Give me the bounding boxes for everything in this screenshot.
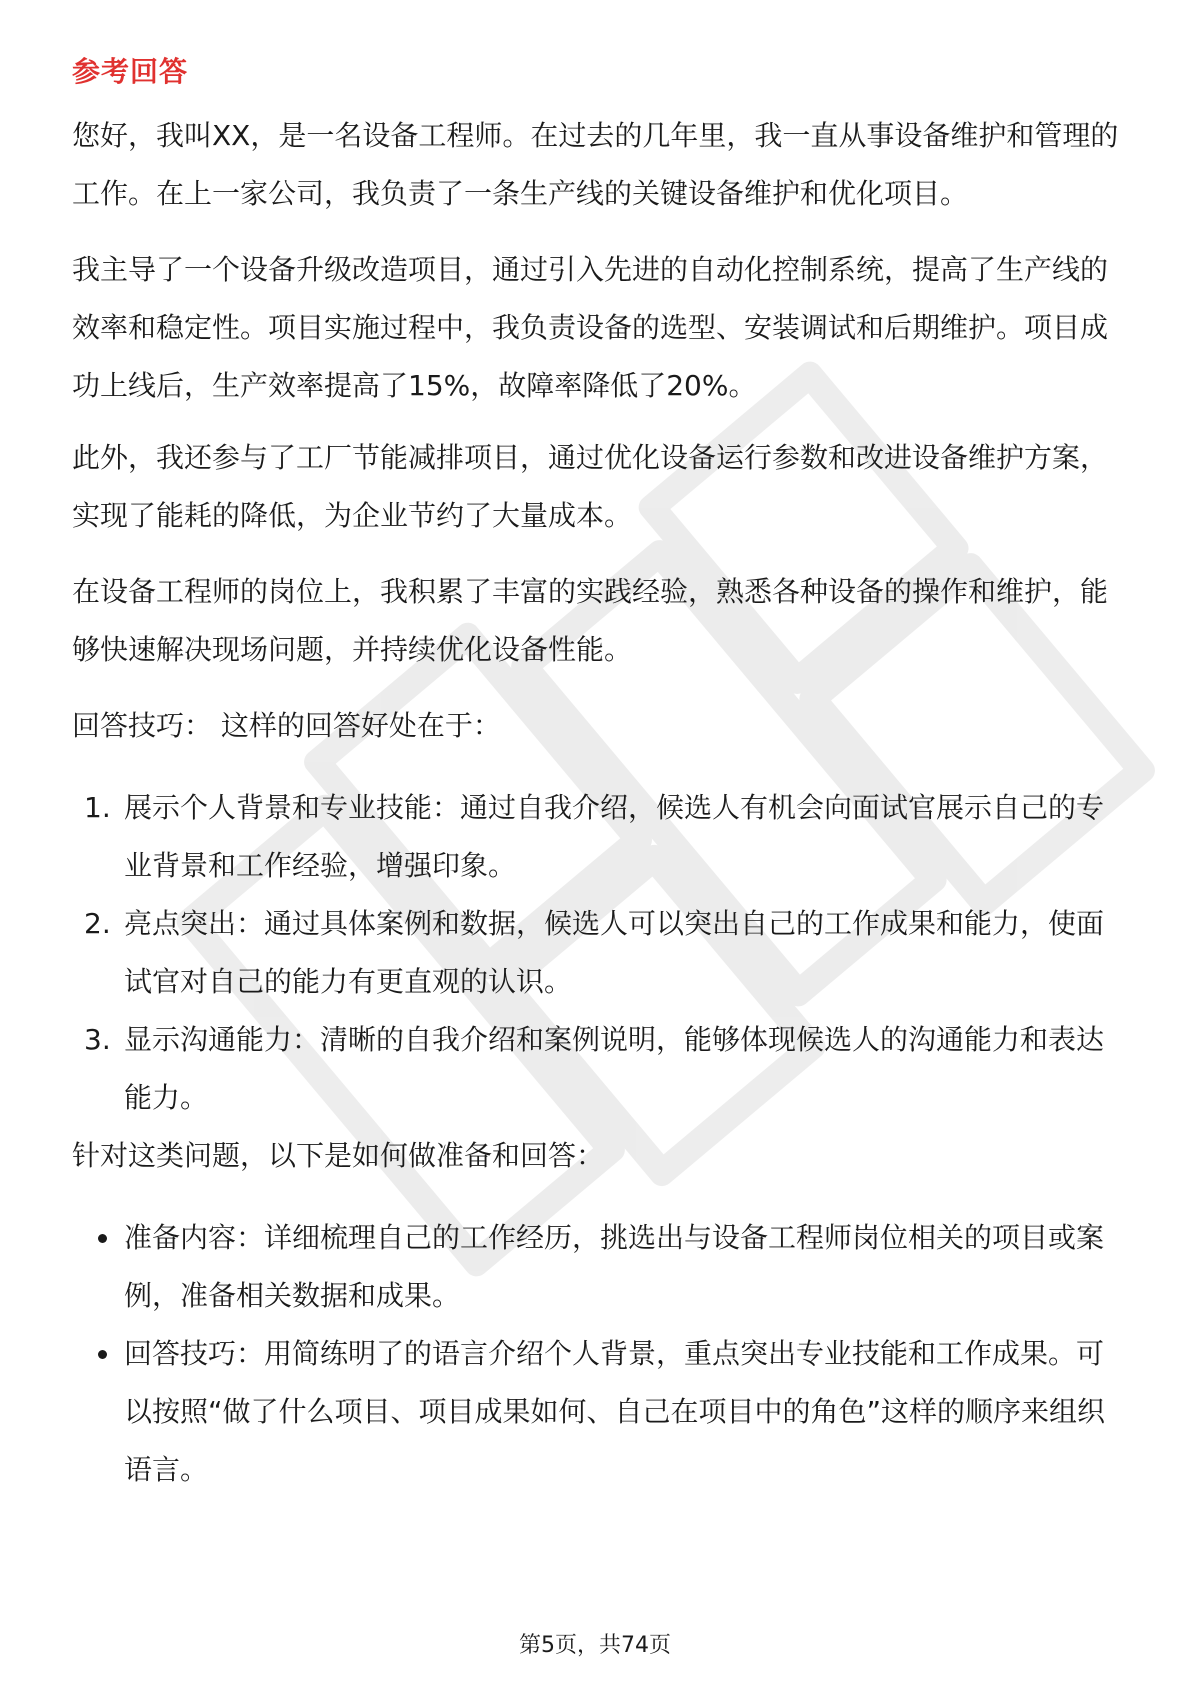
paragraph-energy-saving: 此外，我还参与了工厂节能减排项目，通过优化设备运行参数和改进设备维护方案，实现了能耗的降低，为企业节约了大量成本。 [72,441,1109,532]
bullet-dot-icon [98,1350,107,1359]
list-item-text: 亮点突出：通过具体案例和数据，候选人可以突出自己的工作成果和能力，使面试官对自己的能力有更直观的认识。 [124,907,1105,998]
list-number: 2. [84,907,111,940]
bullet-dot-icon [98,1234,107,1243]
list-number: 3. [84,1023,111,1056]
list-number: 1. [84,791,111,824]
list-item-text: 显示沟通能力：清晰的自我介绍和案例说明，能够体现候选人的沟通能力和表达能力。 [124,1023,1105,1114]
list-item [72,895,1122,1011]
list-item-text: 准备内容：详细梳理自己的工作经历，挑选出与设备工程师岗位相关的项目或案例，准备相关数据和成果。 [124,1221,1105,1312]
numbered-list [72,779,1122,1127]
list-item [72,779,1122,895]
prep-intro: 针对这类问题，以下是如何做准备和回答： [72,1139,605,1172]
bullet-list [72,1209,1122,1499]
paragraph-project: 我主导了一个设备升级改造项目，通过引入先进的自动化控制系统，提高了生产线的效率和稳定性。项目实施过程中，我负责设备的选型、安装调试和后期维护。项目成功上线后，生产效率提高了15%，故障率降低了20%。 [72,253,1109,402]
section-title: 参考回答 [72,55,189,88]
list-item [72,1209,1122,1325]
page-number-footer: 第5页，共74页 [519,1633,671,1658]
tips-intro: 回答技巧： 这样的回答好处在于： [72,709,501,742]
paragraph-experience: 在设备工程师的岗位上，我积累了丰富的实践经验，熟悉各种设备的操作和维护，能够快速解决现场问题，并持续优化设备性能。 [72,575,1109,666]
list-item-text: 展示个人背景和专业技能：通过自我介绍，候选人有机会向面试官展示自己的专业背景和工作经验，增强印象。 [124,791,1105,882]
paragraph-intro: 您好，我叫XX，是一名设备工程师。在过去的几年里，我一直从事设备维护和管理的工作。在上一家公司，我负责了一条生产线的关键设备维护和优化项目。 [72,119,1119,210]
list-item-text: 回答技巧：用简练明了的语言介绍个人背景，重点突出专业技能和工作成果。可以按照“做了什么项目、项目成果如何、自己在项目中的角色”这样的顺序来组织语言。 [124,1337,1106,1486]
list-item [72,1011,1122,1127]
list-item [72,1325,1122,1499]
